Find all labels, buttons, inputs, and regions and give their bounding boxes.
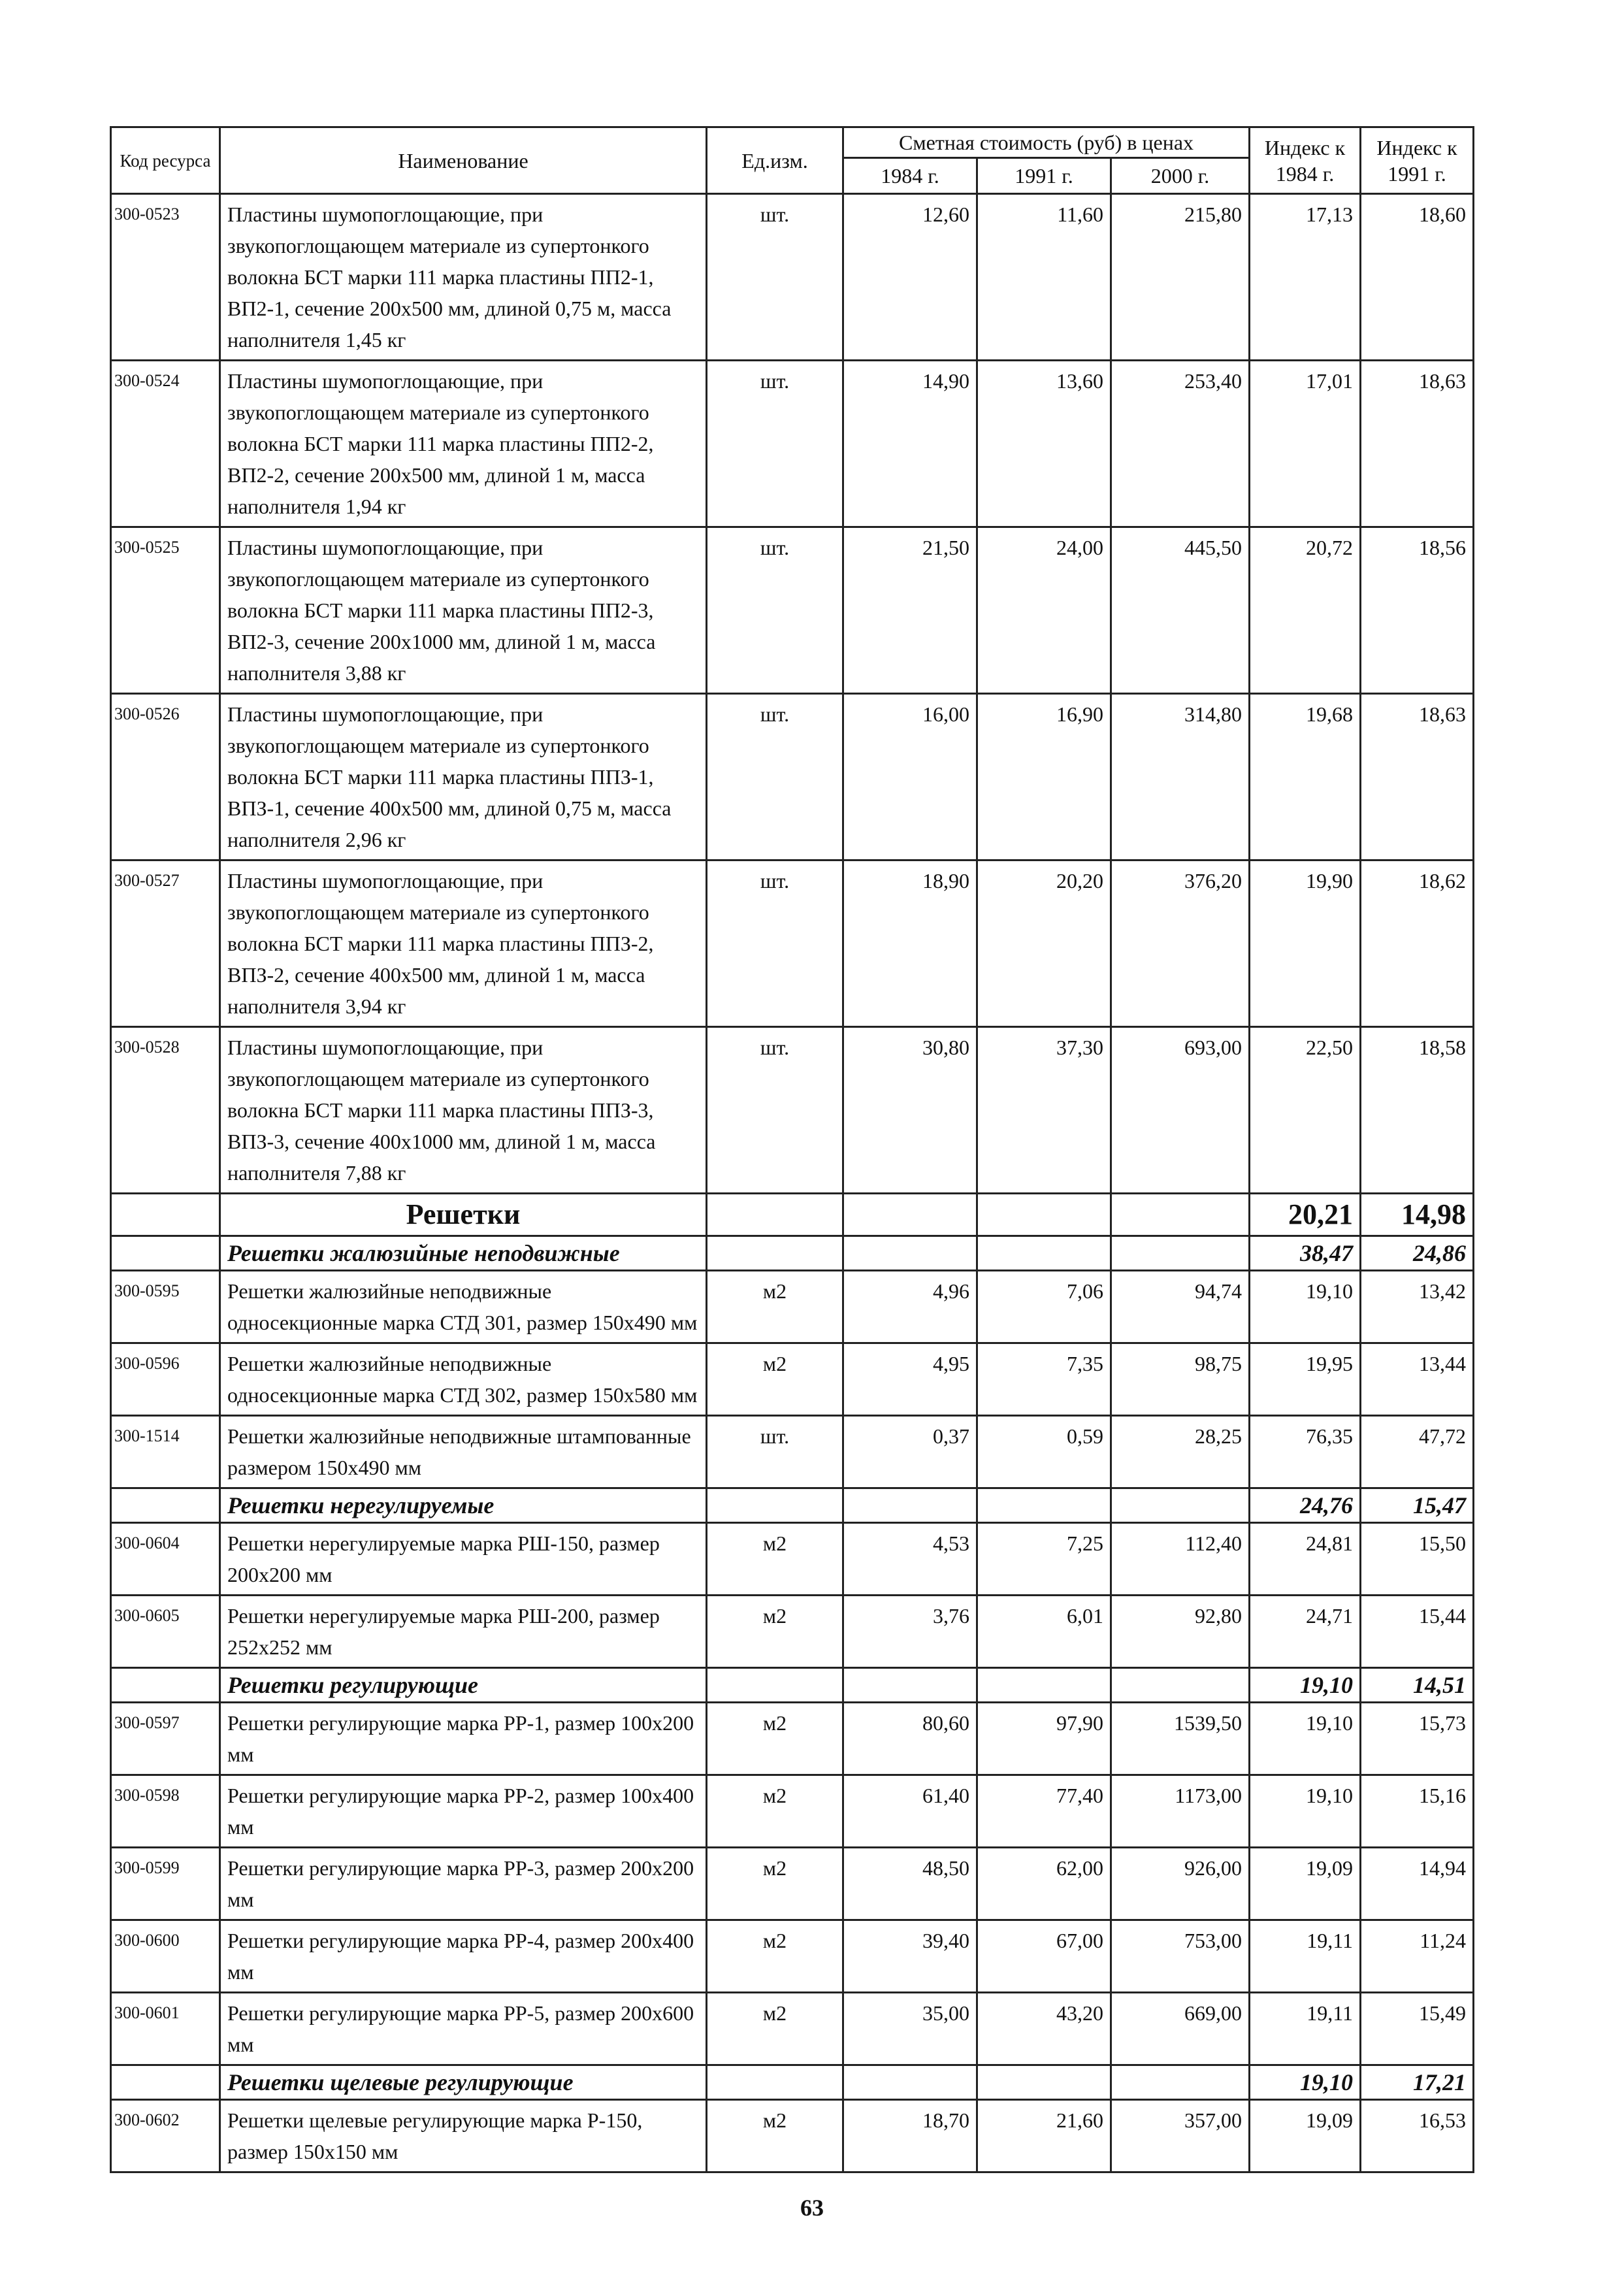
cost-1984: 18,90 (843, 860, 977, 1027)
empty-cost-cell (1111, 1668, 1250, 1703)
index-1984: 20,72 (1250, 527, 1361, 694)
empty-cost-cell (977, 1236, 1111, 1271)
index-1984: 19,68 (1250, 694, 1361, 860)
resource-code: 300-0605 (111, 1596, 220, 1668)
cost-1984: 3,76 (843, 1596, 977, 1668)
resource-name: Пластины шумопоглощающие, при звукопоглощающем материале из супертонкого волокна БСТ марки 111 марка пластины ПП2-3, ВП2-3, сечение 200х1000 мм, длиной 1 м, масса наполнителя 3,88 кг (220, 527, 707, 694)
unit-cell: м2 (707, 1703, 843, 1775)
cost-1984: 18,70 (843, 2100, 977, 2172)
group-index-1984: 19,10 (1250, 2065, 1361, 2100)
resource-name: Решетки жалюзийные неподвижные штампованные размером 150х490 мм (220, 1416, 707, 1488)
resource-code: 300-0596 (111, 1343, 220, 1416)
cost-1991: 7,25 (977, 1523, 1111, 1596)
empty-cost-cell (843, 1668, 977, 1703)
resource-name: Решетки регулирующие марка РР-5, размер 200х600 мм (220, 1993, 707, 2065)
resource-name: Решетки жалюзийные неподвижные односекционные марка СТД 302, размер 150х580 мм (220, 1343, 707, 1416)
cost-1984: 14,90 (843, 361, 977, 527)
cost-2000: 314,80 (1111, 694, 1250, 860)
resource-name: Решетки регулирующие марка РР-4, размер 200х400 мм (220, 1920, 707, 1993)
table-row (111, 694, 1474, 860)
group-index-1991: 14,98 (1361, 1194, 1474, 1236)
table-row (111, 1993, 1474, 2065)
cost-2000: 1173,00 (1111, 1775, 1250, 1848)
cost-1991: 11,60 (977, 194, 1111, 361)
index-1991: 15,50 (1361, 1523, 1474, 1596)
subsection-title: Решетки регулирующие (220, 1668, 707, 1703)
index-1991: 15,49 (1361, 1993, 1474, 2065)
header-year-2000: 2000 г. (1111, 158, 1250, 194)
page-number: 63 (800, 2195, 824, 2221)
cost-1991: 37,30 (977, 1027, 1111, 1194)
cost-2000: 94,74 (1111, 1271, 1250, 1343)
cost-1984: 12,60 (843, 194, 977, 361)
cost-2000: 926,00 (1111, 1848, 1250, 1920)
cost-1991: 6,01 (977, 1596, 1111, 1668)
empty-cost-cell (977, 1668, 1111, 1703)
resource-code: 300-0601 (111, 1993, 220, 2065)
cost-1991: 16,90 (977, 694, 1111, 860)
index-1991: 18,60 (1361, 194, 1474, 361)
header-code: Код ресурса (111, 127, 220, 194)
cost-1984: 61,40 (843, 1775, 977, 1848)
cost-1991: 67,00 (977, 1920, 1111, 1993)
resource-code: 300-0602 (111, 2100, 220, 2172)
resource-name: Решетки щелевые регулирующие марка Р-150, размер 150х150 мм (220, 2100, 707, 2172)
resource-code: 300-0525 (111, 527, 220, 694)
table-row (111, 1775, 1474, 1848)
unit-cell: шт. (707, 194, 843, 361)
resource-name: Пластины шумопоглощающие, при звукопоглощающем материале из супертонкого волокна БСТ марки 111 марка пластины ППЗ-2, ВПЗ-2, сечение 400х500 мм, длиной 1 м, масса наполнителя 3,94 кг (220, 860, 707, 1027)
cost-1984: 35,00 (843, 1993, 977, 2065)
empty-unit-cell (707, 1236, 843, 1271)
index-1984: 24,81 (1250, 1523, 1361, 1596)
resource-code: 300-0524 (111, 361, 220, 527)
empty-unit-cell (707, 1668, 843, 1703)
group-index-1984: 20,21 (1250, 1194, 1361, 1236)
subsection-row (111, 2065, 1474, 2100)
table-row (111, 1027, 1474, 1194)
empty-code-cell (111, 1236, 220, 1271)
table-row (111, 1848, 1474, 1920)
header-year-1984: 1984 г. (843, 158, 977, 194)
table-row (111, 1596, 1474, 1668)
table-row (111, 1523, 1474, 1596)
index-1991: 13,42 (1361, 1271, 1474, 1343)
cost-1984: 4,95 (843, 1343, 977, 1416)
header-cost-group: Сметная стоимость (руб) в ценах (843, 127, 1250, 158)
subsection-row (111, 1488, 1474, 1523)
index-1991: 18,62 (1361, 860, 1474, 1027)
index-1984: 17,13 (1250, 194, 1361, 361)
header-year-1991: 1991 г. (977, 158, 1111, 194)
index-1984: 17,01 (1250, 361, 1361, 527)
unit-cell: м2 (707, 1775, 843, 1848)
cost-2000: 98,75 (1111, 1343, 1250, 1416)
table-row (111, 194, 1474, 361)
cost-1991: 7,35 (977, 1343, 1111, 1416)
cost-1984: 39,40 (843, 1920, 977, 1993)
empty-cost-cell (1111, 2065, 1250, 2100)
subsection-title: Решетки щелевые регулирующие (220, 2065, 707, 2100)
cost-1991: 43,20 (977, 1993, 1111, 2065)
unit-cell: м2 (707, 1993, 843, 2065)
group-index-1984: 24,76 (1250, 1488, 1361, 1523)
group-index-1984: 38,47 (1250, 1236, 1361, 1271)
cost-1991: 21,60 (977, 2100, 1111, 2172)
group-index-1991: 15,47 (1361, 1488, 1474, 1523)
unit-cell: м2 (707, 1848, 843, 1920)
table-row (111, 1416, 1474, 1488)
index-1984: 19,11 (1250, 1993, 1361, 2065)
cost-2000: 445,50 (1111, 527, 1250, 694)
index-1984: 19,09 (1250, 1848, 1361, 1920)
unit-cell: шт. (707, 361, 843, 527)
cost-1984: 30,80 (843, 1027, 977, 1194)
table-header (111, 127, 1474, 194)
resource-code: 300-0526 (111, 694, 220, 860)
resource-name: Решетки нерегулируемые марка РШ-150, размер 200х200 мм (220, 1523, 707, 1596)
cost-1991: 97,90 (977, 1703, 1111, 1775)
table-row (111, 860, 1474, 1027)
empty-code-cell (111, 1194, 220, 1236)
cost-1991: 62,00 (977, 1848, 1111, 1920)
index-1984: 19,11 (1250, 1920, 1361, 1993)
empty-cost-cell (977, 2065, 1111, 2100)
index-1984: 19,10 (1250, 1271, 1361, 1343)
empty-code-cell (111, 1668, 220, 1703)
cost-2000: 253,40 (1111, 361, 1250, 527)
cost-1991: 24,00 (977, 527, 1111, 694)
index-1991: 16,53 (1361, 2100, 1474, 2172)
cost-1991: 0,59 (977, 1416, 1111, 1488)
unit-cell: шт. (707, 527, 843, 694)
resource-name: Пластины шумопоглощающие, при звукопоглощающем материале из супертонкого волокна БСТ марки 111 марка пластины ППЗ-3, ВПЗ-3, сечение 400х1000 мм, длиной 1 м, масса наполнителя 7,88 кг (220, 1027, 707, 1194)
empty-cost-cell (843, 2065, 977, 2100)
resource-name: Решетки регулирующие марка РР-3, размер 200х200 мм (220, 1848, 707, 1920)
index-1991: 18,63 (1361, 694, 1474, 860)
resource-code: 300-0598 (111, 1775, 220, 1848)
cost-2000: 92,80 (1111, 1596, 1250, 1668)
cost-1984: 16,00 (843, 694, 977, 860)
resource-name: Решетки нерегулируемые марка РШ-200, размер 252х252 мм (220, 1596, 707, 1668)
unit-cell: шт. (707, 1416, 843, 1488)
cost-2000: 376,20 (1111, 860, 1250, 1027)
index-1984: 19,09 (1250, 2100, 1361, 2172)
section-row (111, 1194, 1474, 1236)
unit-cell: м2 (707, 2100, 843, 2172)
empty-cost-cell (977, 1488, 1111, 1523)
resource-code: 300-0604 (111, 1523, 220, 1596)
unit-cell: м2 (707, 1343, 843, 1416)
empty-cost-cell (1111, 1488, 1250, 1523)
resource-code: 300-0597 (111, 1703, 220, 1775)
resource-name: Пластины шумопоглощающие, при звукопоглощающем материале из супертонкого волокна БСТ марки 111 марка пластины ППЗ-1, ВПЗ-1, сечение 400х500 мм, длиной 0,75 м, масса наполнителя 2,96 кг (220, 694, 707, 860)
resource-code: 300-0523 (111, 194, 220, 361)
index-1984: 19,10 (1250, 1703, 1361, 1775)
empty-cost-cell (843, 1488, 977, 1523)
index-1984: 19,95 (1250, 1343, 1361, 1416)
resource-code: 300-0599 (111, 1848, 220, 1920)
index-1991: 15,44 (1361, 1596, 1474, 1668)
cost-1991: 77,40 (977, 1775, 1111, 1848)
cost-2000: 357,00 (1111, 2100, 1250, 2172)
table-row (111, 361, 1474, 527)
resource-name: Пластины шумопоглощающие, при звукопоглощающем материале из супертонкого волокна БСТ марки 111 марка пластины ПП2-1, ВП2-1, сечение 200х500 мм, длиной 0,75 м, масса наполнителя 1,45 кг (220, 194, 707, 361)
empty-unit-cell (707, 1488, 843, 1523)
resource-code: 300-0528 (111, 1027, 220, 1194)
unit-cell: шт. (707, 694, 843, 860)
group-index-1984: 19,10 (1250, 1668, 1361, 1703)
header-unit: Ед.изм. (707, 127, 843, 194)
cost-2000: 669,00 (1111, 1993, 1250, 2065)
header-name: Наименование (220, 127, 707, 194)
subsection-title: Решетки жалюзийные неподвижные (220, 1236, 707, 1271)
cost-1984: 80,60 (843, 1703, 977, 1775)
resource-code: 300-0595 (111, 1271, 220, 1343)
empty-cost-cell (1111, 1194, 1250, 1236)
cost-1984: 21,50 (843, 527, 977, 694)
cost-1984: 0,37 (843, 1416, 977, 1488)
cost-2000: 112,40 (1111, 1523, 1250, 1596)
cost-1991: 7,06 (977, 1271, 1111, 1343)
cost-2000: 28,25 (1111, 1416, 1250, 1488)
table-row (111, 527, 1474, 694)
index-1991: 15,16 (1361, 1775, 1474, 1848)
index-1984: 76,35 (1250, 1416, 1361, 1488)
unit-cell: м2 (707, 1523, 843, 1596)
index-1991: 18,56 (1361, 527, 1474, 694)
index-1991: 11,24 (1361, 1920, 1474, 1993)
resource-code: 300-0600 (111, 1920, 220, 1993)
index-1984: 24,71 (1250, 1596, 1361, 1668)
unit-cell: шт. (707, 1027, 843, 1194)
group-index-1991: 24,86 (1361, 1236, 1474, 1271)
table-row (111, 1703, 1474, 1775)
cost-1984: 4,53 (843, 1523, 977, 1596)
price-table (110, 126, 1474, 2173)
table-row (111, 1920, 1474, 1993)
empty-code-cell (111, 1488, 220, 1523)
table-row (111, 1343, 1474, 1416)
cost-1984: 4,96 (843, 1271, 977, 1343)
subsection-title: Решетки нерегулируемые (220, 1488, 707, 1523)
empty-cost-cell (843, 1236, 977, 1271)
table-row (111, 1271, 1474, 1343)
group-index-1991: 14,51 (1361, 1668, 1474, 1703)
empty-cost-cell (977, 1194, 1111, 1236)
section-title: Решетки (220, 1194, 707, 1236)
cost-2000: 753,00 (1111, 1920, 1250, 1993)
resource-name: Решетки регулирующие марка РР-2, размер 100х400 мм (220, 1775, 707, 1848)
cost-1991: 20,20 (977, 860, 1111, 1027)
index-1984: 19,10 (1250, 1775, 1361, 1848)
empty-cost-cell (843, 1194, 977, 1236)
subsection-row (111, 1236, 1474, 1271)
empty-code-cell (111, 2065, 220, 2100)
unit-cell: м2 (707, 1271, 843, 1343)
header-index-1991: Индекс к 1991 г. (1361, 127, 1474, 194)
empty-cost-cell (1111, 1236, 1250, 1271)
table-row (111, 2100, 1474, 2172)
index-1991: 47,72 (1361, 1416, 1474, 1488)
cost-1984: 48,50 (843, 1848, 977, 1920)
index-1991: 13,44 (1361, 1343, 1474, 1416)
cost-2000: 1539,50 (1111, 1703, 1250, 1775)
cost-2000: 693,00 (1111, 1027, 1250, 1194)
index-1984: 19,90 (1250, 860, 1361, 1027)
empty-unit-cell (707, 2065, 843, 2100)
index-1991: 14,94 (1361, 1848, 1474, 1920)
resource-name: Пластины шумопоглощающие, при звукопоглощающем материале из супертонкого волокна БСТ марки 111 марка пластины ПП2-2, ВП2-2, сечение 200х500 мм, длиной 1 м, масса наполнителя 1,94 кг (220, 361, 707, 527)
index-1991: 18,63 (1361, 361, 1474, 527)
cost-2000: 215,80 (1111, 194, 1250, 361)
index-1991: 18,58 (1361, 1027, 1474, 1194)
index-1991: 15,73 (1361, 1703, 1474, 1775)
subsection-row (111, 1668, 1474, 1703)
table-body (111, 194, 1474, 2172)
resource-name: Решетки регулирующие марка РР-1, размер 100х200 мм (220, 1703, 707, 1775)
cost-1991: 13,60 (977, 361, 1111, 527)
empty-unit-cell (707, 1194, 843, 1236)
header-index-1984: Индекс к 1984 г. (1250, 127, 1361, 194)
unit-cell: м2 (707, 1596, 843, 1668)
resource-name: Решетки жалюзийные неподвижные односекционные марка СТД 301, размер 150х490 мм (220, 1271, 707, 1343)
unit-cell: шт. (707, 860, 843, 1027)
group-index-1991: 17,21 (1361, 2065, 1474, 2100)
resource-code: 300-1514 (111, 1416, 220, 1488)
resource-code: 300-0527 (111, 860, 220, 1027)
unit-cell: м2 (707, 1920, 843, 1993)
index-1984: 22,50 (1250, 1027, 1361, 1194)
